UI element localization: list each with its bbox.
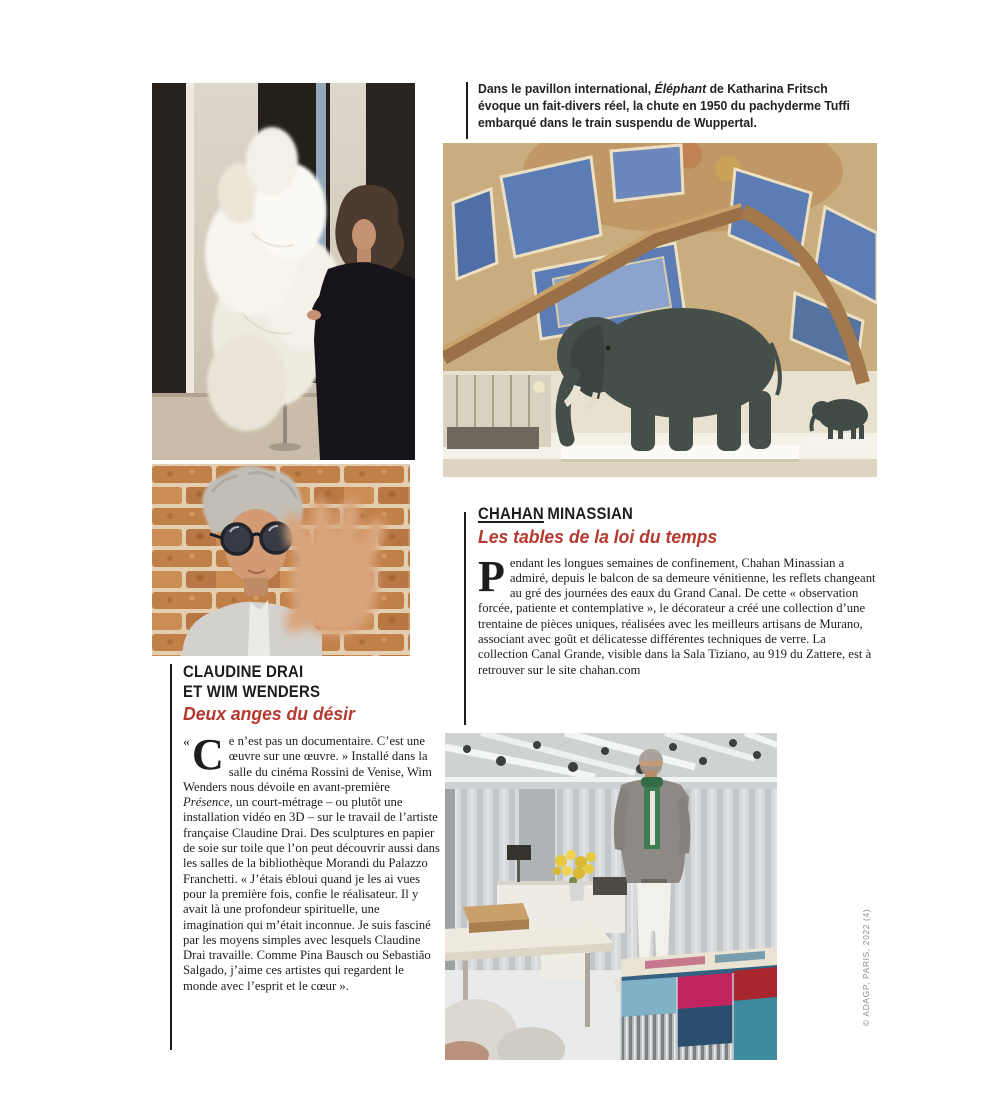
patchwork-tables xyxy=(621,947,777,1060)
claudine-section-rule xyxy=(170,664,172,1050)
caption-line: évoque un fait-divers réel, la chute en 1950 du pachyderme Tuffi xyxy=(478,98,850,113)
photo-chahan-showroom xyxy=(445,733,777,1060)
chahan-name-underlined: CHAHAN xyxy=(478,504,544,523)
elephant-photo-caption xyxy=(478,80,882,131)
chahan-subtitle: Les tables de la loi du temps xyxy=(478,525,718,547)
chahan-section xyxy=(478,504,888,678)
photo-wim-wenders xyxy=(152,464,410,656)
claudine-dropcap-group xyxy=(183,730,224,779)
photo-elephant-pavilion xyxy=(443,143,877,477)
caption-line: Dans le pavillon international, Éléphant de Katharina Fritsch xyxy=(478,81,828,96)
wall-lamp xyxy=(533,381,545,393)
chahan-dropcap: P xyxy=(478,551,505,601)
caption-line: embarqué dans le train suspendu de Wuppertal. xyxy=(478,115,757,130)
claudine-kicker-line2: ET WIM WENDERS xyxy=(183,681,321,701)
ceiling-beams xyxy=(445,733,777,789)
claudine-dropcap: C xyxy=(192,730,224,779)
caption-italic-title: Éléphant xyxy=(654,81,707,96)
caption-rule xyxy=(466,82,468,139)
chahan-body: Pendant les longues semaines de confinement, Chahan Minassian a admiré, depuis le balcon de sa demeure vénitienne, les reflets changeant au gré des journées des eaux du Grand Canal. De cette « observation forcée, patiente et contemplative », le décorateur a créé une collection d’une trentaine de pièces uniques, réalisées avec les meilleurs artisans de Murano, associant avec goût et délicatesse différentes techniques de verre. La collection Canal Grande, visible dans la Sala Tiziano, au 919 du Zattere, est à retrouver sur le site chahan.com xyxy=(478,551,876,677)
claudine-subtitle: Deux anges du désir xyxy=(183,703,355,724)
claudine-body: « C e n’est pas un documentaire. C’est une œuvre sur une œuvre. » Installé dans la salle du cinéma Rossini de Venise, Wim Wenders nous dévoile en avant-première Présence, un court-métrage – ou plutôt une installation vidéo en 3D – sur le travail de l’artiste française Claudine Drai. Des sculptures en papier de soie sur toile que l’on peut découvrir aussi dans les salles de la bibliothèque Morandi du Palazzo Franchetti. « J’étais ébloui quand je les ai vues pour la première fois, confie le réalisateur. Il y avait là une profondeur spirituelle, une imagination qui m’était inconnue. Je suis fasciné par les moyens simples avec lesquels Claudine Drai travaille. Comme Pina Bausch ou Sebastião Salgado, j’aime ces artistes qui regardent le monde avec l’esprit et le cœur ». xyxy=(183,730,440,993)
opening-guillemet: « xyxy=(183,735,190,750)
photo-claudine-drai-sculpture xyxy=(152,83,415,460)
film-title-italic: Présence xyxy=(183,795,230,810)
photo-credit: © ADAGP, PARIS, 2022 (4) xyxy=(861,908,871,1026)
chahan-kicker: CHAHAN MINASSIAN xyxy=(478,504,633,523)
claudine-section xyxy=(183,662,445,994)
chahan-section-rule xyxy=(464,512,466,725)
claudine-kicker-line1: CLAUDINE DRAI xyxy=(183,662,304,681)
